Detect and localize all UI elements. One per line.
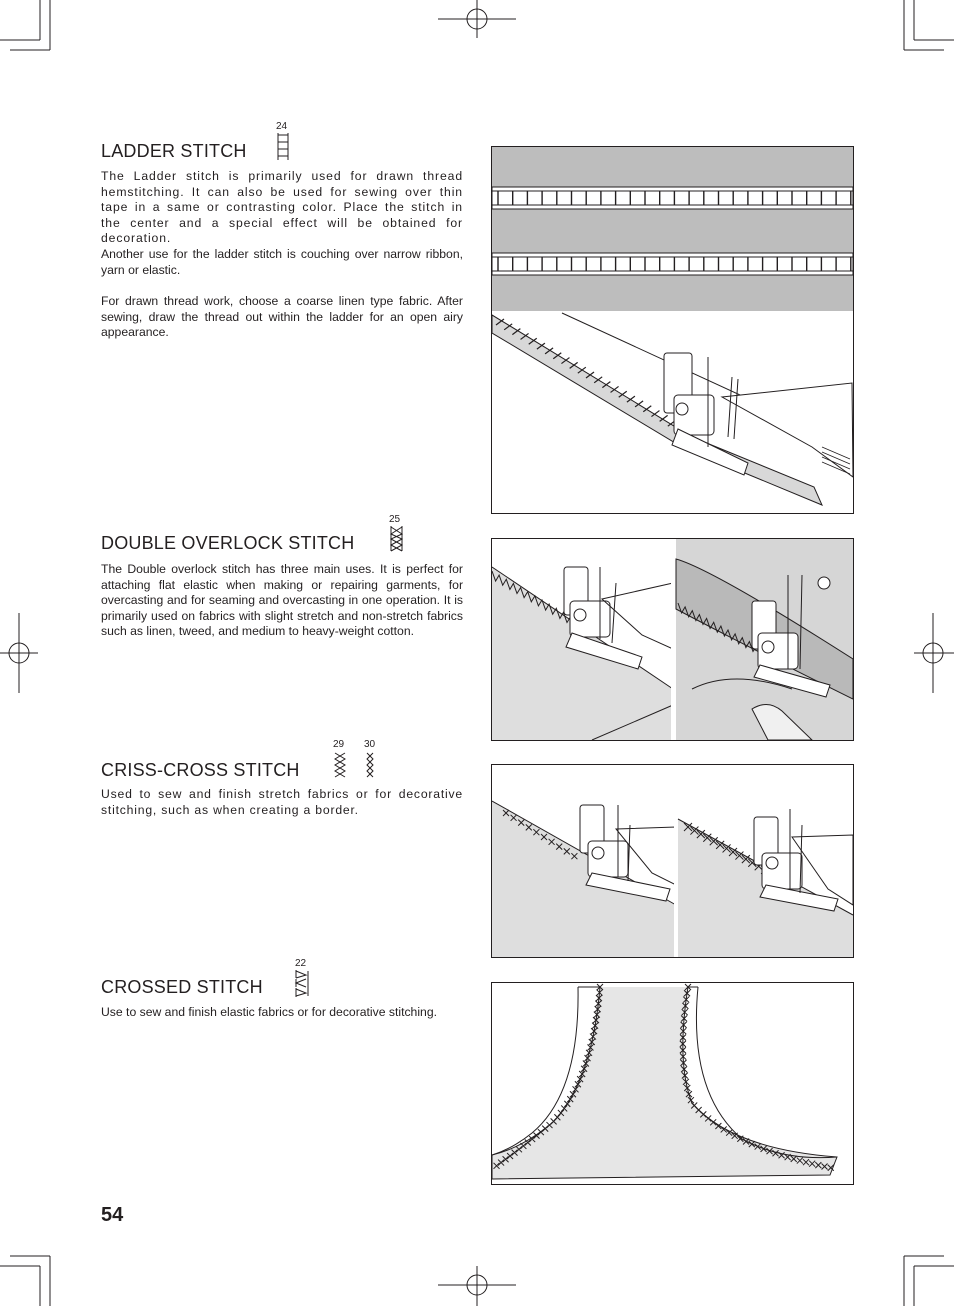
ladder-stitch-symbol-icon (276, 133, 290, 161)
criss-cross-stitch-illustration-icon (491, 764, 854, 958)
crossed-stitch-symbol-icon (294, 970, 312, 998)
stitch-number: 24 (276, 121, 288, 132)
criss-cross-stitch-title: CRISS-CROSS STITCH (101, 760, 300, 780)
registration-mark-left (0, 613, 38, 693)
crossed-stitch-title: CROSSED STITCH (101, 977, 263, 997)
criss-cross-stitch-paragraph-1: Used to sew and finish stretch fabrics or for decorative stitching, such as when creating a border. (101, 787, 463, 817)
criss-cross-stitch-symbol-icon (333, 751, 383, 779)
stitch-number: 25 (389, 514, 401, 525)
ladder-stitch-illustration-icon (491, 146, 854, 514)
stitch-number: 29 (333, 739, 345, 750)
double-overlock-stitch-title: DOUBLE OVERLOCK STITCH (101, 533, 355, 553)
ladder-stitch-title: LADDER STITCH (101, 141, 247, 161)
registration-mark-top (438, 0, 516, 38)
page-number: 54 (101, 1204, 124, 1226)
crossed-stitch-paragraph-1: Use to sew and finish elastic fabrics or for decorative stitching. (101, 1005, 437, 1019)
double-overlock-stitch-illustration-icon (491, 538, 854, 741)
double-overlock-stitch-symbol-icon (389, 526, 405, 552)
ladder-stitch-paragraph-1: The Ladder stitch is primarily used for drawn thread hemstitching. It can also be used for sewing over thin tape in a same or contrasting color. Place the stitch in the center and a special effect will be obtained for decoration. (101, 169, 463, 246)
stitch-number: 22 (295, 958, 307, 969)
ladder-stitch-paragraph-2: Another use for the ladder stitch is couching over narrow ribbon, yarn or elastic. (101, 247, 463, 277)
registration-mark-bottom (438, 1266, 516, 1306)
stitch-number: 30 (364, 739, 376, 750)
crossed-stitch-illustration-icon (491, 982, 854, 1185)
double-overlock-stitch-paragraph-1: The Double overlock stitch has three main uses. It is perfect for attaching flat elastic when making or repairing garments, for overcasting and for seaming and overcasting in one operation. It is primarily used on fabrics with slight stretch and non-stretch fabrics such as linen, tweed, and medium to heavy-weight cotton. (101, 562, 463, 639)
ladder-stitch-paragraph-3: For drawn thread work, choose a coarse linen type fabric. After sewing, draw the thread out within the ladder for an open airy appearance. (101, 294, 463, 340)
registration-mark-right (914, 613, 954, 693)
